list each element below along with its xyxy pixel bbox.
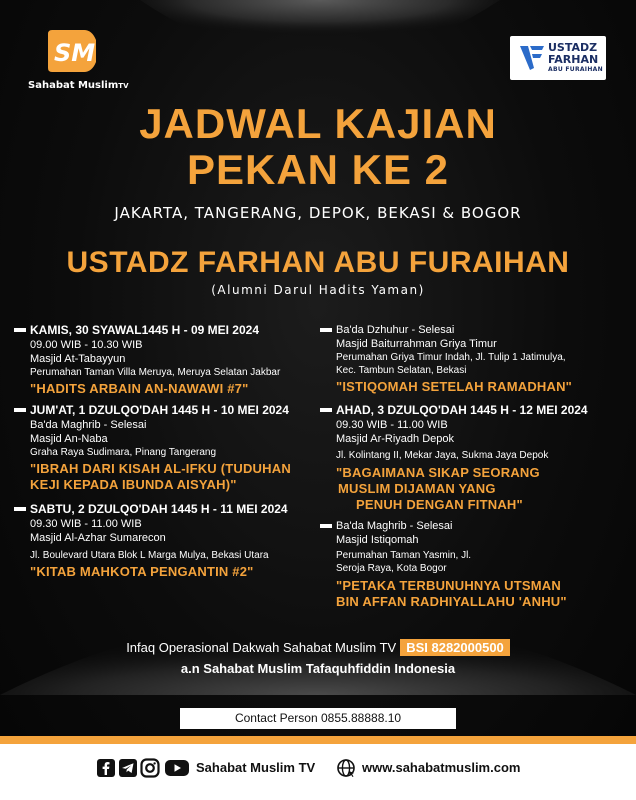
event-venue: Masjid Baiturrahman Griya Timur: [336, 338, 497, 350]
infaq-line: [0, 640, 636, 655]
footer-accent-bar: [0, 736, 636, 744]
globe-icon: [336, 758, 356, 778]
bullet: [320, 328, 332, 332]
bullet: [14, 408, 26, 412]
footer: [0, 736, 636, 800]
event-head: SABTU, 2 DZULQO'DAH 1445 H - 11 MEI 2024: [30, 502, 288, 516]
event-venue: Masjid An-Naba: [30, 433, 108, 445]
title-line-1: JADWAL KAJIAN: [139, 100, 497, 147]
event-head: AHAD, 3 DZULQO'DAH 1445 H - 12 MEI 2024: [336, 403, 588, 417]
event-time: Ba'da Maghrib - Selesai: [30, 419, 147, 431]
event-jumat: [30, 403, 291, 493]
bank-account-badge: BSI 8282000500: [400, 639, 510, 656]
telegram-icon[interactable]: [118, 758, 138, 778]
event-ahad-maghrib: [336, 519, 567, 610]
event-head: KAMIS, 30 SYAWAL1445 H - 09 MEI 2024: [30, 323, 259, 337]
event-topic: BIN AFFAN RADHIYALLAHU 'ANHU": [336, 594, 567, 609]
event-address: Kec. Tambun Selatan, Bekasi: [336, 365, 467, 376]
event-address: Perumahan Taman Villa Meruya, Meruya Selatan Jakbar: [30, 367, 281, 378]
facebook-icon[interactable]: [96, 758, 116, 778]
footer-brand: Sahabat Muslim TV: [196, 760, 316, 775]
event-topic: "IBRAH DARI KISAH AL-IFKU (TUDUHAN: [30, 461, 291, 476]
event-topic: "BAGAIMANA SIKAP SEORANG: [336, 465, 540, 480]
event-venue: Masjid Istiqomah: [336, 534, 419, 546]
event-ahad: [336, 403, 588, 513]
infaq-text: Infaq Operasional Dakwah Sahabat Muslim TV: [126, 640, 397, 655]
youtube-icon[interactable]: [164, 758, 190, 778]
event-venue: Masjid Ar-Riyadh Depok: [336, 433, 454, 445]
badge-mark-icon: [518, 42, 546, 74]
event-address: Jl. Boulevard Utara Blok L Marga Mulya, Bekasi Utara: [30, 550, 269, 561]
event-topic: MUSLIM DIJAMAN YANG: [338, 481, 496, 496]
event-head: JUM'AT, 1 DZULQO'DAH 1445 H - 10 MEI 2024: [30, 403, 289, 417]
bullet: [320, 524, 332, 528]
speaker-note: (Alumni Darul Hadits Yaman): [211, 283, 425, 297]
account-owner: a.n Sahabat Muslim Tafaquhfiddin Indonesia: [180, 661, 456, 676]
event-kamis: [30, 323, 280, 397]
event-sabtu: [30, 502, 288, 580]
badge-line-2: FARHAN: [548, 53, 599, 66]
sm-logo-mark-icon: [44, 28, 98, 74]
event-time: Ba'da Maghrib - Selesai: [336, 520, 453, 532]
event-topic: "KITAB MAHKOTA PENGANTIN #2": [30, 564, 254, 579]
event-topic: "ISTIQOMAH SETELAH RAMADHAN": [336, 379, 573, 394]
event-address: Jl. Kolintang II, Mekar Jaya, Sukma Jaya Depok: [336, 450, 549, 461]
event-time: 09.30 WIB - 11.00 WIB: [30, 518, 142, 530]
event-address: Perumahan Taman Yasmin, Jl.: [336, 550, 472, 561]
badge-line-3: ABU FURAIHAN: [548, 66, 603, 73]
instagram-icon[interactable]: [140, 758, 160, 778]
event-topic: "PETAKA TERBUNUHNYA UTSMAN: [336, 578, 561, 593]
event-topic: PENUH DENGAN FITNAH": [356, 497, 523, 512]
event-sabtu-dzuhur: [336, 323, 572, 395]
event-time: 09.30 WIB - 11.00 WIB: [336, 419, 448, 431]
bullet: [14, 328, 26, 332]
bullet: [14, 507, 26, 511]
sahabat-muslim-logo: [28, 28, 128, 103]
badge-line-1: USTADZ: [548, 41, 598, 54]
website-link[interactable]: www.sahabatmuslim.com: [362, 760, 521, 775]
svg-text:SM: SM: [54, 39, 96, 67]
event-venue: Masjid Al-Azhar Sumarecon: [30, 532, 166, 544]
title-line-2: PEKAN KE 2: [186, 146, 450, 193]
event-topic: "HADITS ARBAIN AN-NAWAWI #7": [30, 381, 249, 396]
event-topic: KEJI KEPADA IBUNDA AISYAH)": [30, 477, 237, 492]
cities-subtitle: JAKARTA, TANGERANG, DEPOK, BEKASI & BOGOR: [114, 204, 522, 222]
event-address: Graha Raya Sudimara, Pinang Tangerang: [30, 447, 217, 458]
event-address: Perumahan Griya Timur Indah, Jl. Tulip 1 Jatimulya,: [336, 352, 566, 363]
event-time: 09.00 WIB - 10.30 WIB: [30, 339, 143, 351]
bullet: [320, 408, 332, 412]
contact-person: Contact Person 0855.88888.10: [180, 708, 456, 729]
event-venue: Masjid At-Tabayyun: [30, 353, 126, 365]
event-time: Ba'da Dzhuhur - Selesai: [336, 324, 455, 336]
speaker-name: USTADZ FARHAN ABU FURAIHAN: [66, 246, 570, 279]
event-address: Seroja Raya, Kota Bogor: [336, 563, 447, 574]
logo-text: Sahabat MuslimTV: [28, 80, 129, 91]
ustadz-badge: [510, 36, 606, 80]
